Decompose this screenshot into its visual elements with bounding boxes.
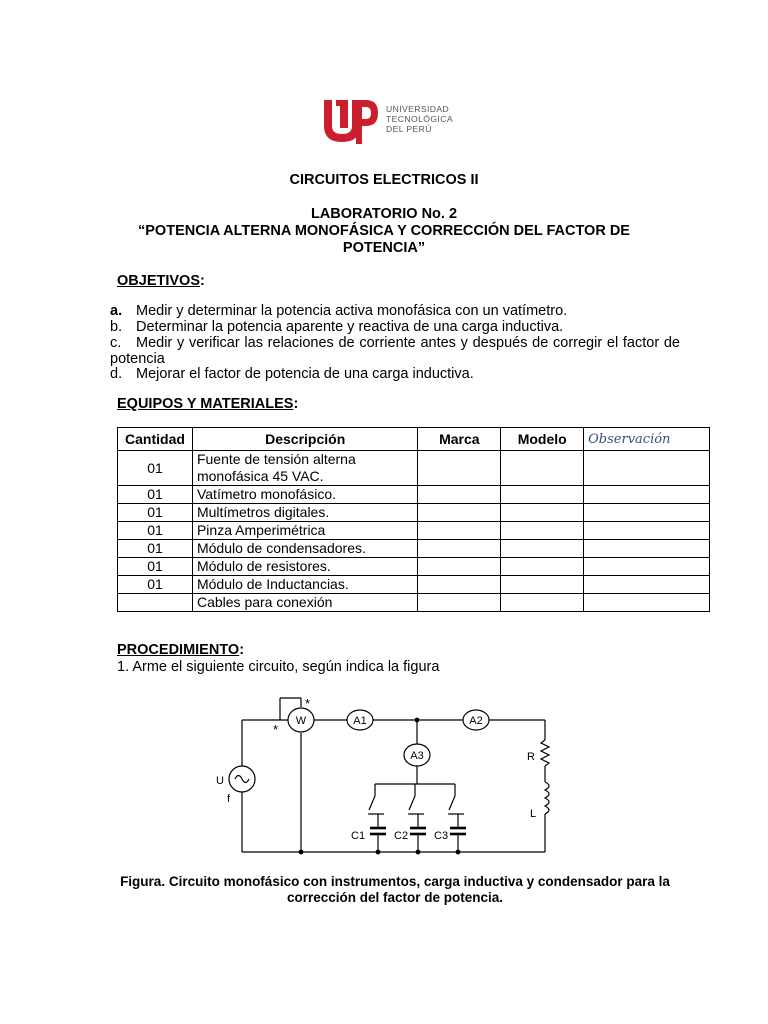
modelo-cell	[501, 594, 584, 612]
equipment-table	[117, 427, 710, 612]
course-title: CIRCUITOS ELECTRICOS II	[289, 172, 479, 188]
desc-cell: Vatímetro monofásico.	[192, 486, 417, 504]
desc-cell: Módulo de condensadores.	[192, 540, 417, 558]
objective-text: Medir y determinar la potencia activa monofásica con un vatímetro.	[136, 303, 568, 319]
marca-cell	[418, 522, 501, 540]
obs-cell	[584, 486, 710, 504]
objective-text: Mejorar el factor de potencia de una carga inductiva.	[136, 366, 474, 382]
table-row	[118, 486, 710, 504]
modelo-cell	[501, 504, 584, 522]
capacitor-c2-label: C2	[394, 830, 409, 842]
equipment-heading-text: EQUIPOS Y MATERIALES	[117, 396, 294, 412]
procedure-heading	[117, 642, 244, 658]
figure-caption: Figura. Circuito monofásico con instrumentos, carga inductiva y condensador para la corrección del factor de potencia.	[120, 874, 670, 905]
objectives-heading-text: OBJETIVOS	[117, 273, 200, 289]
marca-cell	[418, 540, 501, 558]
modelo-cell	[501, 558, 584, 576]
modelo-cell	[501, 522, 584, 540]
marca-cell	[418, 594, 501, 612]
desc-cell: Cables para conexión	[192, 594, 417, 612]
desc-cell: Fuente de tensión alterna monofásica 45 VAC.	[192, 451, 417, 486]
inductor-label: L	[530, 808, 537, 820]
obs-cell	[584, 594, 710, 612]
column-header-observacion: Observación	[584, 428, 710, 451]
logo-line-3: DEL PERÚ	[386, 124, 432, 134]
wattmeter-label: W	[295, 715, 307, 727]
ac-source-icon	[229, 766, 255, 792]
desc-cell: Módulo de Inductancias.	[192, 576, 417, 594]
objective-text: Determinar la potencia aparente y reactiva de una carga inductiva.	[136, 319, 564, 335]
objective-label: a.	[110, 303, 123, 319]
objective-c	[110, 335, 680, 367]
qty-cell	[118, 594, 193, 612]
circuit-diagram	[200, 692, 580, 862]
obs-cell	[584, 576, 710, 594]
wattmeter-star-left: *	[273, 722, 279, 737]
lab-subtitle: “POTENCIA ALTERNA MONOFÁSICA Y CORRECCIÓN DEL FACTOR DE POTENCIA”	[138, 223, 630, 256]
marca-cell	[418, 504, 501, 522]
marca-cell	[418, 558, 501, 576]
lab-title: LABORATORIO No. 2	[310, 206, 458, 222]
objective-label: c.	[110, 335, 122, 351]
utp-logo-mark	[316, 92, 382, 152]
column-header-modelo: Modelo	[501, 428, 584, 451]
equipment-heading	[117, 396, 298, 412]
desc-cell: Módulo de resistores.	[192, 558, 417, 576]
ammeter-a2-label: A2	[469, 715, 483, 727]
column-header-cantidad: Cantidad	[118, 428, 193, 451]
table-row	[118, 558, 710, 576]
source-label-u: U	[216, 775, 224, 787]
table-header-row	[118, 428, 710, 451]
desc-cell: Pinza Amperimétrica	[192, 522, 417, 540]
column-header-descripcion: Descripción	[192, 428, 417, 451]
table-row	[118, 576, 710, 594]
equipment-colon: :	[293, 396, 299, 412]
modelo-cell	[501, 486, 584, 504]
modelo-cell	[501, 540, 584, 558]
qty-cell: 01	[118, 540, 193, 558]
logo-line-2: TECNOLÓGICA	[386, 114, 453, 124]
qty-cell: 01	[118, 486, 193, 504]
university-logo	[316, 92, 486, 152]
qty-cell: 01	[118, 451, 193, 486]
objective-a	[110, 303, 680, 319]
obs-cell	[584, 522, 710, 540]
capacitor-c3-label: C3	[434, 830, 449, 842]
marca-cell	[418, 451, 501, 486]
table-row	[118, 522, 710, 540]
procedure-colon: :	[239, 642, 245, 658]
table-row	[118, 504, 710, 522]
modelo-cell	[501, 451, 584, 486]
qty-cell: 01	[118, 504, 193, 522]
desc-cell: Multímetros digitales.	[192, 504, 417, 522]
modelo-cell	[501, 576, 584, 594]
objective-label: b.	[110, 319, 123, 335]
table-row	[118, 594, 710, 612]
column-header-marca: Marca	[418, 428, 501, 451]
obs-cell	[584, 558, 710, 576]
table-row	[118, 540, 710, 558]
obs-cell	[584, 451, 710, 486]
procedure-heading-text: PROCEDIMIENTO	[117, 642, 240, 658]
capacitor-c1-label: C1	[351, 830, 366, 842]
logo-line-1: UNIVERSIDAD	[386, 104, 450, 114]
source-label-f: f	[227, 793, 231, 805]
procedure-step-1: 1. Arme el siguiente circuito, según indica la figura	[117, 659, 440, 675]
objectives-colon: :	[200, 273, 205, 289]
objective-b	[110, 319, 680, 335]
objective-d	[110, 366, 680, 382]
wattmeter-star-top: *	[305, 696, 311, 711]
marca-cell	[418, 576, 501, 594]
university-name	[386, 104, 453, 134]
ammeter-a3-label: A3	[410, 750, 424, 762]
objective-label: d.	[110, 366, 123, 382]
qty-cell: 01	[118, 576, 193, 594]
ammeter-a1-label: A1	[353, 715, 367, 727]
obs-cell	[584, 540, 710, 558]
qty-cell: 01	[118, 522, 193, 540]
qty-cell: 01	[118, 558, 193, 576]
resistor-label: R	[527, 751, 535, 763]
table-row	[118, 451, 710, 486]
marca-cell	[418, 486, 501, 504]
objective-text: Medir y verificar las relaciones de corriente antes y después de corregir el factor de potencia	[110, 335, 680, 367]
objectives-heading	[117, 273, 205, 289]
obs-cell	[584, 504, 710, 522]
